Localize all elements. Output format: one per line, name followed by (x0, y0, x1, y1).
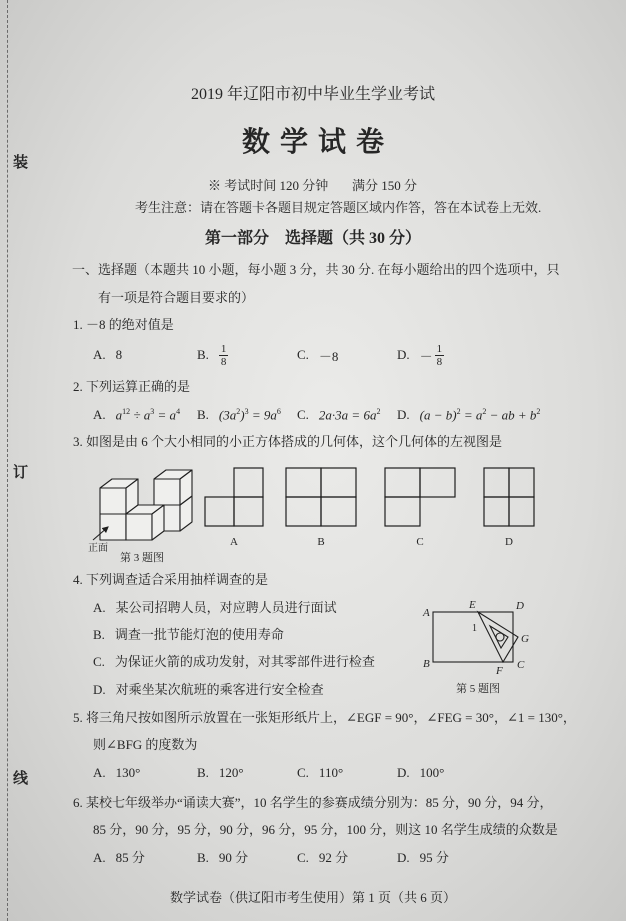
q3-view-a (205, 468, 263, 548)
fraction-denominator: 8 (220, 355, 227, 368)
full-score: 满分 150 分 (352, 178, 418, 193)
option-text: 130° (115, 765, 141, 780)
expression-text: 2a·3a = 6a (318, 407, 377, 423)
view-square (286, 468, 321, 497)
superscript: 4 (176, 406, 181, 416)
option-label: A. (93, 850, 106, 865)
point-label-a: A (423, 607, 430, 619)
subject-title: 数学试卷 (241, 127, 394, 158)
view-square (484, 468, 509, 497)
expression-text: (3a (218, 407, 237, 423)
option-label: D. (397, 765, 410, 780)
option-label: C. (297, 765, 309, 780)
set-square-outline (478, 612, 518, 662)
option-label: C. (297, 850, 309, 865)
margin-mark-xian: 线 (13, 771, 29, 787)
option-text: 85 分 (115, 850, 145, 865)
angle-label-1: 1 (472, 623, 477, 634)
option-text: 92 分 (318, 850, 349, 865)
fraction-denominator: 8 (436, 355, 443, 368)
question-text: 下列运算正确的是 (86, 379, 191, 394)
view-square (420, 468, 455, 497)
question-6-line-1: 6. 某校七年级举办“诵读大赛”，10 名学生的参赛成绩分别为：85 分，90 分，94 分， (73, 795, 553, 810)
option-label: C. (297, 347, 309, 362)
view-square (286, 497, 321, 526)
point-label-e: E (469, 599, 476, 611)
set-square-hole-icon (496, 633, 504, 641)
point-label-c: C (517, 659, 525, 671)
view-square (321, 497, 356, 526)
expression-text: − ab + b (486, 407, 537, 423)
view-square (484, 497, 509, 526)
view-square (509, 468, 534, 497)
cube-front-face (154, 479, 180, 505)
cube (126, 505, 164, 540)
option-label: B. (93, 627, 105, 642)
option-value: 8 (115, 347, 123, 362)
option-text: 某公司招聘人员，对应聘人员进行面试 (115, 600, 337, 615)
footer-subject: 数学试卷（供辽阳市考生使用） (170, 890, 353, 905)
section-instruction-line-2: 有一项是符合题目要求的） (98, 290, 255, 305)
expression-text: = 9a (248, 407, 277, 423)
view-square (234, 468, 263, 497)
superscript: 3 (150, 406, 155, 416)
option-text: 对乘坐某次航班的乘客进行安全检查 (115, 682, 324, 697)
option-label: D. (397, 407, 410, 422)
option-text: 110° (318, 765, 344, 780)
option-label: D. (397, 347, 410, 362)
option-text: 为保证火箭的成功发射，对其零部件进行检查 (114, 654, 375, 669)
superscript: 2 (482, 406, 487, 416)
view-square (385, 497, 420, 526)
question-number: 3. (73, 434, 83, 449)
option-label: A. (93, 407, 106, 422)
superscript: 2 (456, 406, 461, 416)
option-label: B. (197, 850, 209, 865)
expression-text: ) (240, 407, 245, 423)
view-label-a: A (230, 536, 238, 548)
superscript: 3 (244, 406, 249, 416)
point-label-d: D (516, 600, 524, 612)
expression-text: a (115, 407, 123, 423)
q3-view-b (286, 468, 356, 548)
expression-text: = a (460, 407, 483, 423)
option-label: B. (197, 407, 209, 422)
part-heading: 第一部分 选择题（共 30 分） (204, 230, 421, 247)
q5-figure-caption: 第 5 题图 (456, 683, 500, 695)
question-text: －8 的绝对值是 (86, 317, 174, 332)
expression-text: (a − b) (419, 407, 457, 423)
option-text: 90 分 (218, 850, 249, 865)
cube-front-face (100, 488, 126, 514)
option-label: A. (93, 765, 106, 780)
view-square (234, 497, 263, 526)
margin-mark-ding: 订 (13, 465, 29, 481)
q3-cube-figure (88, 470, 192, 564)
option-text: 100° (419, 765, 445, 780)
question-text: 下列调查适合采用抽样调查的是 (86, 572, 269, 587)
q3-view-d (484, 468, 534, 548)
view-square (321, 468, 356, 497)
superscript: 2 (536, 406, 541, 416)
question-5-line-2: 则∠BFG 的度数为 (93, 737, 198, 752)
point-label-g: G (521, 633, 529, 645)
question-6-line-2: 85 分，90 分，95 分，90 分，96 分，95 分，100 分，则这 10 名学生成绩的众数是 (93, 822, 558, 837)
view-label-c: C (416, 536, 424, 548)
option-label: A. (93, 347, 106, 362)
option-label: D. (93, 682, 106, 697)
view-label-b: B (317, 536, 325, 548)
q3-view-c (385, 468, 455, 548)
minus-sign: － (419, 348, 433, 364)
question-text: 如图是由 6 个大小相同的小正方体搭成的几何体，这个几何体的左视图是 (86, 434, 503, 449)
option-label: D. (397, 850, 410, 865)
exam-title: 2019 年辽阳市初中毕业生学业考试 (190, 86, 435, 103)
question-number: 1. (73, 317, 83, 332)
point-label-b: B (423, 658, 430, 670)
question-number: 2. (73, 379, 83, 394)
cube (154, 470, 192, 505)
point-label-f: F (496, 665, 503, 677)
superscript: 2 (376, 406, 381, 416)
view-label-d: D (505, 536, 513, 548)
expression-text: ÷ a (130, 407, 151, 423)
option-text: 调查一批节能灯泡的使用寿命 (114, 627, 284, 642)
option-label: B. (197, 765, 209, 780)
option-label: C. (297, 407, 309, 422)
superscript: 2 (236, 406, 241, 416)
option-text: 95 分 (419, 850, 449, 865)
expression-text: = a (154, 407, 177, 423)
cube-front-face (126, 514, 152, 540)
question-number: 4. (73, 572, 83, 587)
q3-figure-caption: 第 3 题图 (120, 552, 164, 564)
question-5-line-1: 5. 将三角尺按如图所示放置在一张矩形纸片上，∠EGF = 90°，∠FEG = 30°，∠1 = 130°， (73, 710, 576, 725)
view-square (205, 497, 234, 526)
fraction-numerator: 1 (220, 342, 227, 355)
option-label: B. (197, 347, 209, 362)
candidate-notice: 考生注意：请在答题卡各题目规定答题区域内作答，答在本试卷上无效. (135, 200, 542, 215)
option-label: A. (93, 600, 106, 615)
option-text: 120° (218, 765, 244, 780)
q5-figure (422, 599, 529, 695)
front-label: 正面 (88, 543, 108, 554)
superscript: 6 (276, 406, 281, 416)
margin-mark-zhuang: 装 (13, 155, 29, 171)
cube-front-face (100, 514, 126, 540)
view-square (385, 468, 420, 497)
rectangle-paper (433, 612, 513, 662)
superscript: 12 (122, 406, 131, 416)
exam-time: ※ 考试时间 120 分钟 (208, 178, 329, 193)
option-value: －8 (318, 348, 339, 364)
footer-page-number: 第 1 页（共 6 页） (352, 890, 457, 905)
section-instruction-line-1: 一、选择题（本题共 10 小题，每小题 3 分，共 30 分. 在每小题给出的四个选项中，只 (72, 262, 560, 277)
view-square (509, 497, 534, 526)
option-label: C. (93, 654, 105, 669)
fraction-numerator: 1 (436, 342, 443, 355)
